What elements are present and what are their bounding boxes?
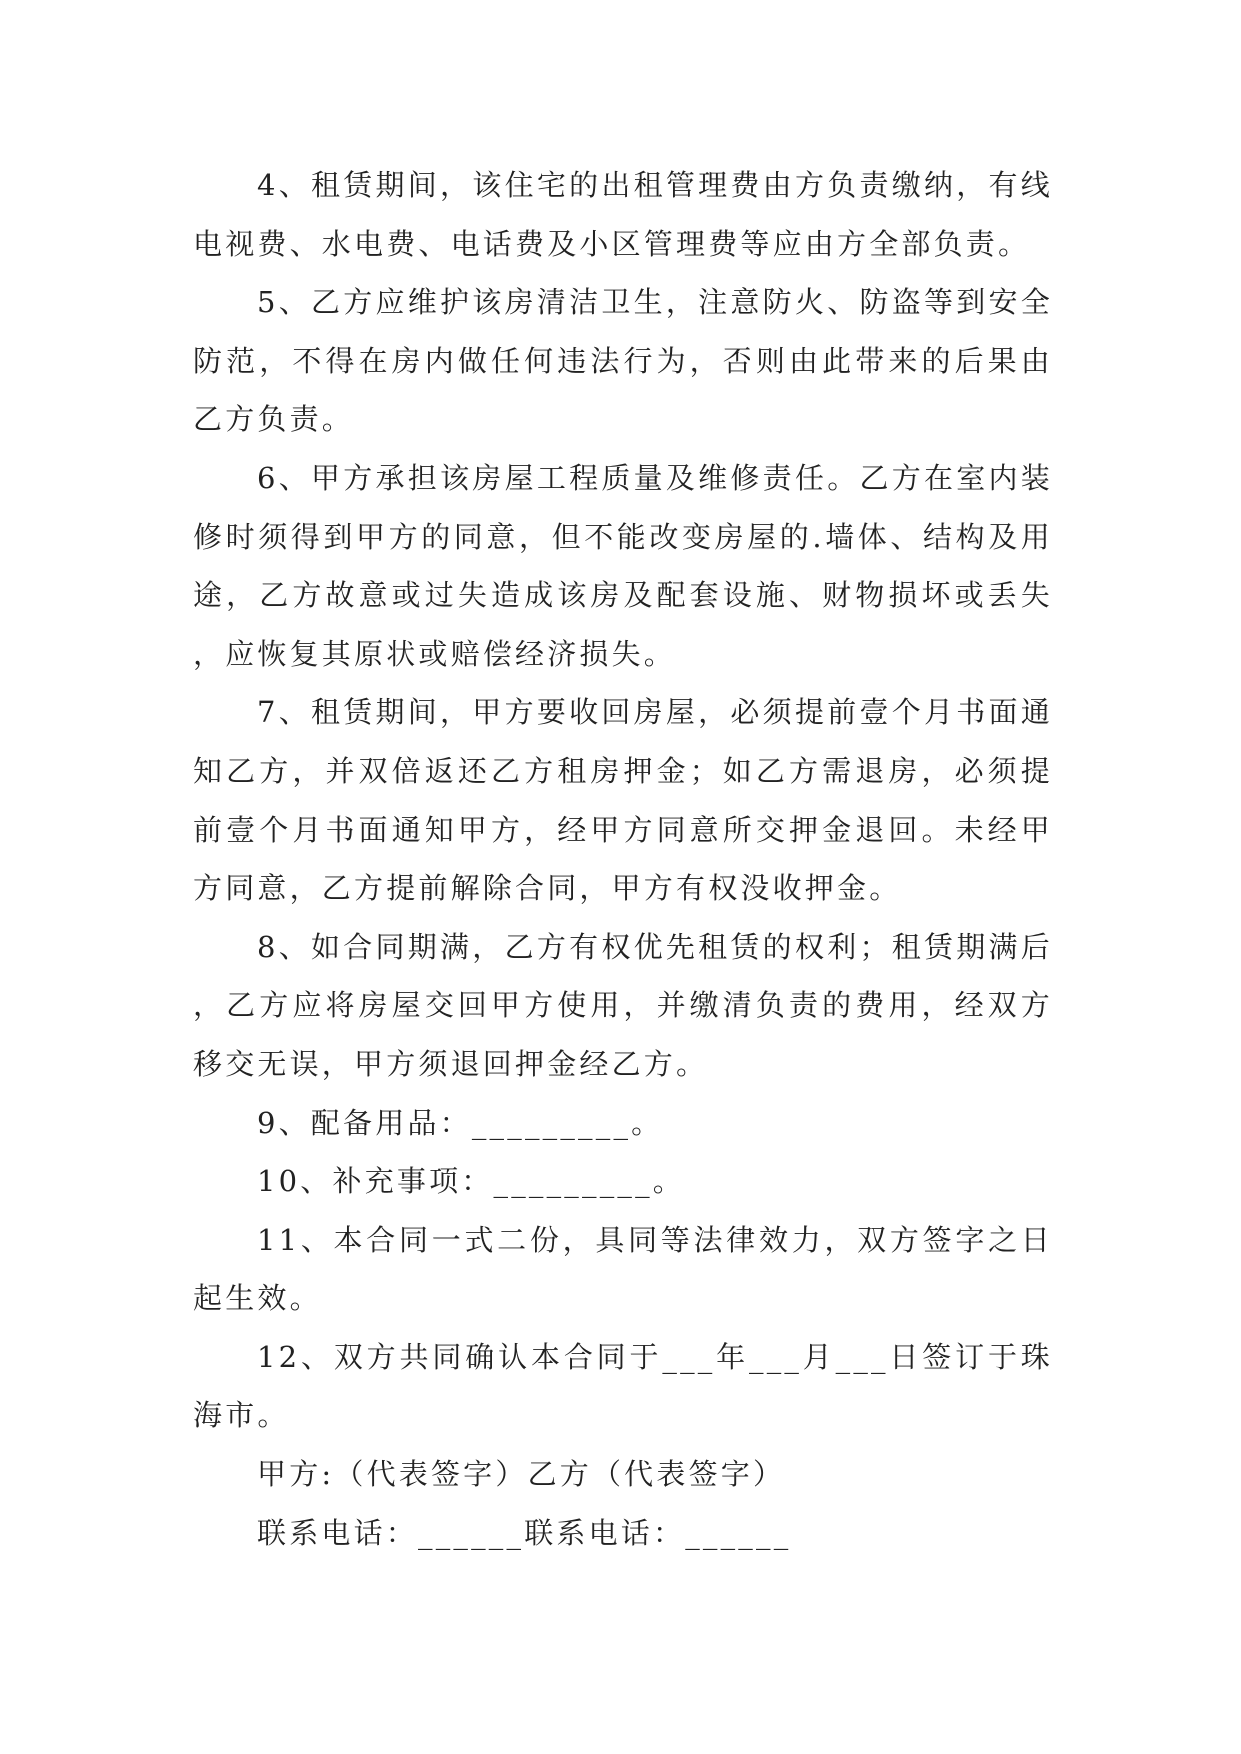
clause-7: 7、租赁期间，甲方要收回房屋，必须提前壹个月书面通知乙方，并双倍返还乙方租房押金；如乙方需退房，必须提前壹个月书面通知甲方，经甲方同意所交押金退回。未经甲方同意，乙方提前解除合同，甲方有权没收押金。: [193, 695, 1053, 906]
clause-5: 5、乙方应维护该房清洁卫生，注意防火、防盗等到安全防范，不得在房内做任何违法行为，否则由此带来的后果由乙方负责。: [193, 285, 1053, 437]
document-body: [193, 156, 1053, 1562]
clause-10-supplement: 10、补充事项：_________。: [257, 1164, 686, 1199]
clause-11: 11、本合同一式二份，具同等法律效力，双方签字之日起生效。: [193, 1222, 1053, 1316]
clause-4: 4、租赁期间，该住宅的出租管理费由方负责缴纳，有线电视费、水电费、电话费及小区管理费等应由方全部负责。: [193, 168, 1053, 261]
clause-9-equipment: 9、配备用品：_________。: [257, 1105, 664, 1140]
clause-12-signing-date: 12、双方共同确认本合同于___年___月___日签订于珠海市。: [193, 1339, 1053, 1433]
signature-line: 甲方:（代表签字）乙方（代表签字）: [257, 1457, 786, 1492]
clause-8: 8、如合同期满，乙方有权优先租赁的权利；租赁期满后，乙方应将房屋交回甲方使用，并缴清负责的费用，经双方移交无误，甲方须退回押金经乙方。: [193, 929, 1053, 1081]
clause-6: 6、甲方承担该房屋工程质量及维修责任。乙方在室内装修时须得到甲方的同意，但不能改变房屋的.墙体、结构及用途，乙方故意或过失造成该房及配套设施、财物损坏或丢失，应恢复其原状或赔偿经济损失。: [193, 460, 1053, 671]
contact-phone-line: 联系电话：______联系电话：______: [257, 1515, 792, 1550]
